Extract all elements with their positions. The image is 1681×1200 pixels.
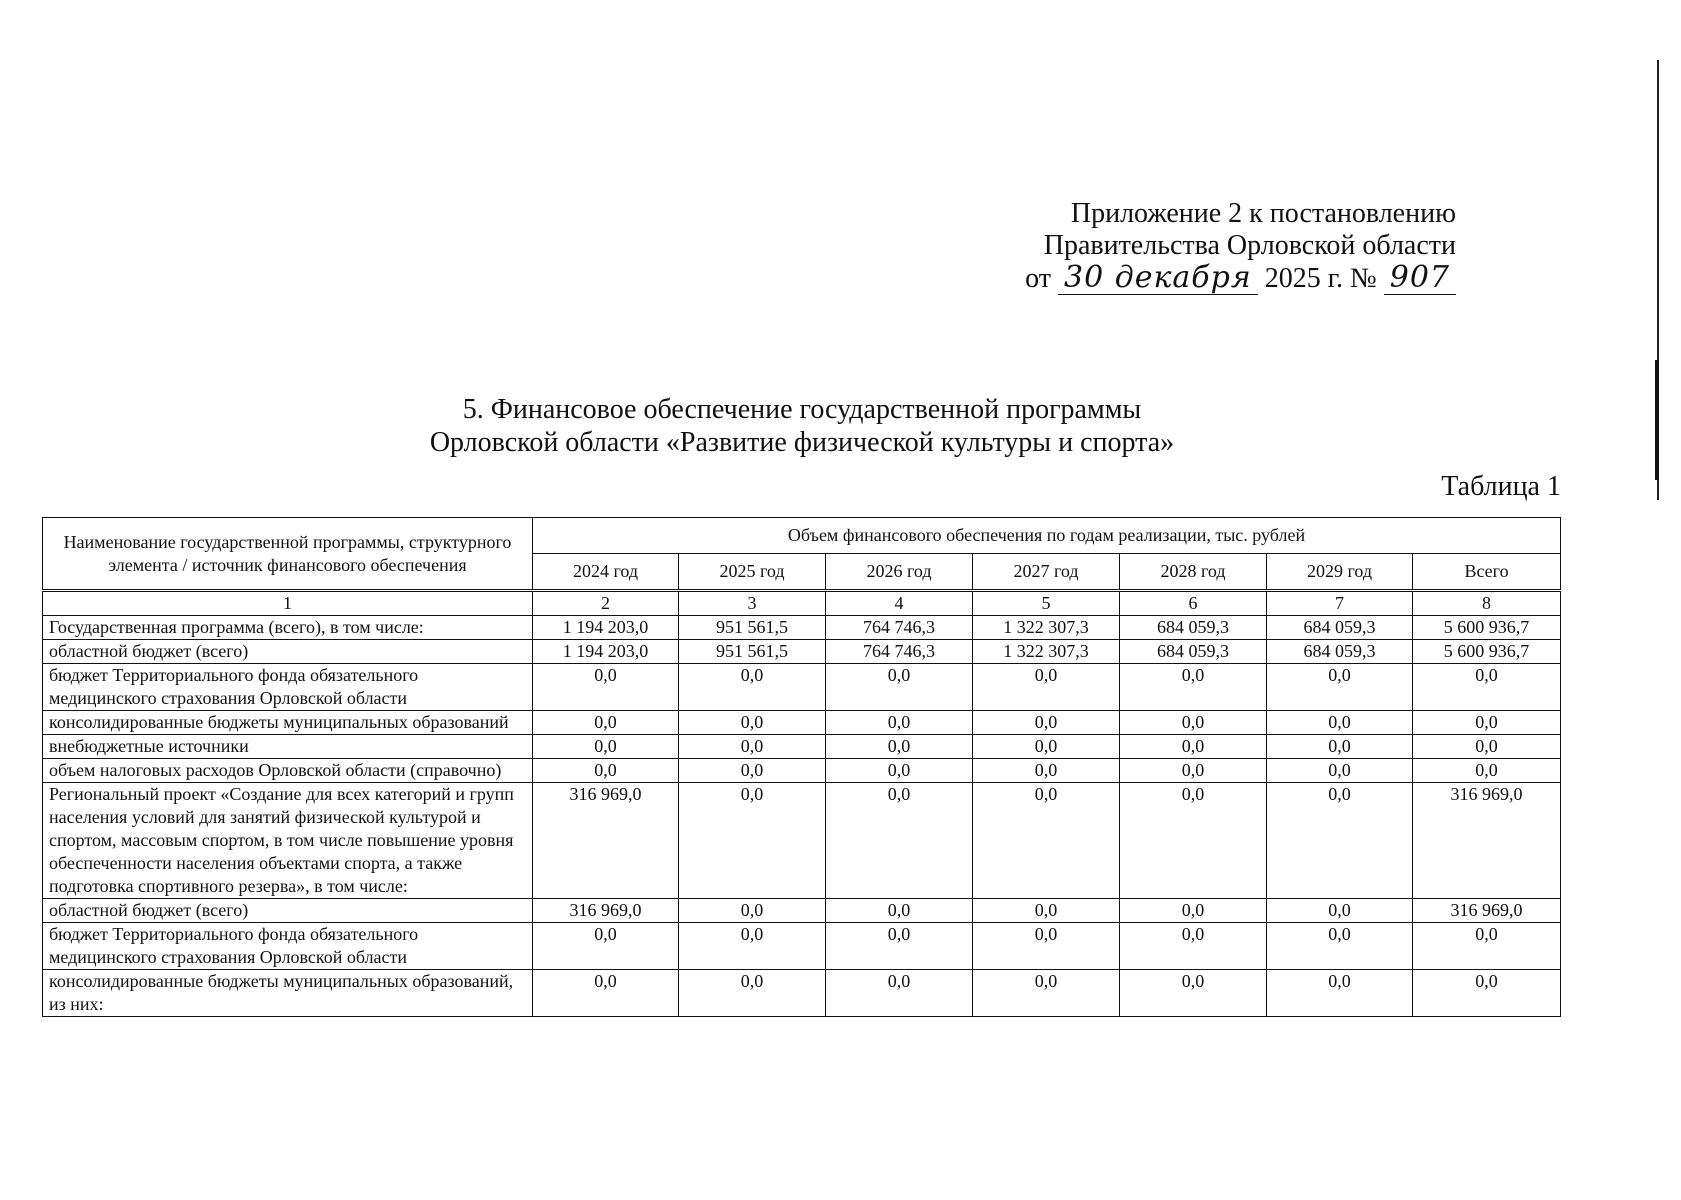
appendix-line-2: Правительства Орловской области <box>1043 230 1456 261</box>
row-name: объем налоговых расходов Орловской области (справочно) <box>43 759 533 783</box>
row-year-value: 0,0 <box>1120 923 1267 970</box>
column-number: 8 <box>1413 591 1561 616</box>
table-body <box>43 616 1561 1017</box>
row-year-value: 0,0 <box>679 711 826 735</box>
column-number: 4 <box>826 591 973 616</box>
row-total-value: 0,0 <box>1413 759 1561 783</box>
row-year-value: 0,0 <box>679 923 826 970</box>
row-total-value: 0,0 <box>1413 970 1561 1017</box>
row-name: Региональный проект «Создание для всех категорий и групп населения условий для занятий физической культурой и спортом, массовым спортом, в том числе повышение уровня обеспеченности населения объектами спорта, а также подготовка спортивного резерва», в том числе: <box>43 783 533 899</box>
column-number: 1 <box>43 591 533 616</box>
row-year-value: 1 194 203,0 <box>533 616 679 640</box>
row-year-value: 1 322 307,3 <box>973 640 1120 664</box>
column-number: 5 <box>973 591 1120 616</box>
row-total-value: 316 969,0 <box>1413 783 1561 899</box>
row-year-value: 316 969,0 <box>533 783 679 899</box>
appendix-line-1: Приложение 2 к постановлению <box>1070 198 1456 229</box>
row-year-value: 684 059,3 <box>1120 640 1267 664</box>
year-header: 2024 год <box>533 554 679 591</box>
document-title-line-2: Орловской области «Развитие физической культуры и спорта» <box>429 427 1175 458</box>
row-year-value: 0,0 <box>826 759 973 783</box>
row-year-value: 0,0 <box>1120 759 1267 783</box>
row-year-value: 0,0 <box>973 970 1120 1017</box>
row-year-value: 951 561,5 <box>679 616 826 640</box>
year-header: 2029 год <box>1267 554 1413 591</box>
row-year-value: 684 059,3 <box>1120 616 1267 640</box>
table-row <box>43 711 1561 735</box>
financing-table <box>42 517 1561 1017</box>
row-year-value: 0,0 <box>973 664 1120 711</box>
row-year-value: 0,0 <box>533 759 679 783</box>
row-year-value: 0,0 <box>973 783 1120 899</box>
row-year-value: 316 969,0 <box>533 899 679 923</box>
row-year-value: 0,0 <box>1120 783 1267 899</box>
row-name: бюджет Территориального фонда обязательного медицинского страхования Орловской области <box>43 923 533 970</box>
row-year-value: 0,0 <box>973 711 1120 735</box>
row-year-value: 0,0 <box>1267 664 1413 711</box>
row-total-value: 0,0 <box>1413 735 1561 759</box>
table-row <box>43 616 1561 640</box>
row-year-value: 0,0 <box>533 735 679 759</box>
row-year-value: 0,0 <box>973 899 1120 923</box>
row-year-value: 1 322 307,3 <box>973 616 1120 640</box>
name-column-header: Наименование государственной программы, структурного элемента / источник финансового обеспечения <box>43 518 533 591</box>
row-year-value: 0,0 <box>826 664 973 711</box>
row-year-value: 0,0 <box>679 899 826 923</box>
appendix-line-3 <box>1025 262 1456 295</box>
row-year-value: 0,0 <box>679 970 826 1017</box>
row-name: внебюджетные источники <box>43 735 533 759</box>
row-year-value: 0,0 <box>1267 711 1413 735</box>
row-year-value: 0,0 <box>533 711 679 735</box>
total-header: Всего <box>1413 554 1561 591</box>
row-year-value: 0,0 <box>679 735 826 759</box>
table-row <box>43 640 1561 664</box>
row-year-value: 684 059,3 <box>1267 616 1413 640</box>
appendix-note <box>1025 198 1456 295</box>
column-number: 6 <box>1120 591 1267 616</box>
row-total-value: 0,0 <box>1413 664 1561 711</box>
appendix-year-text: 2025 г. № <box>1264 263 1377 294</box>
row-year-value: 0,0 <box>533 923 679 970</box>
row-name: Государственная программа (всего), в том числе: <box>43 616 533 640</box>
table-label: Таблица 1 <box>1441 471 1561 502</box>
row-year-value: 0,0 <box>1267 735 1413 759</box>
row-total-value: 5 600 936,7 <box>1413 616 1561 640</box>
row-year-value: 1 194 203,0 <box>533 640 679 664</box>
table-row <box>43 899 1561 923</box>
row-year-value: 0,0 <box>1120 711 1267 735</box>
row-year-value: 0,0 <box>533 970 679 1017</box>
row-year-value: 0,0 <box>1267 899 1413 923</box>
row-year-value: 0,0 <box>973 735 1120 759</box>
row-total-value: 5 600 936,7 <box>1413 640 1561 664</box>
row-year-value: 0,0 <box>1120 970 1267 1017</box>
row-year-value: 0,0 <box>1267 783 1413 899</box>
column-number: 2 <box>533 591 679 616</box>
table-row <box>43 970 1561 1017</box>
row-year-value: 764 746,3 <box>826 640 973 664</box>
row-year-value: 0,0 <box>1267 923 1413 970</box>
appendix-from-prefix: от <box>1025 263 1052 294</box>
row-year-value: 0,0 <box>826 783 973 899</box>
row-name: областной бюджет (всего) <box>43 899 533 923</box>
row-year-value: 0,0 <box>973 923 1120 970</box>
year-header: 2025 год <box>679 554 826 591</box>
table-row <box>43 735 1561 759</box>
row-year-value: 0,0 <box>826 899 973 923</box>
row-year-value: 0,0 <box>1120 899 1267 923</box>
document-title-line-1: 5. Финансовое обеспечение государственной программы <box>462 394 1142 425</box>
table-row <box>43 759 1561 783</box>
row-year-value: 0,0 <box>679 664 826 711</box>
row-year-value: 684 059,3 <box>1267 640 1413 664</box>
row-year-value: 0,0 <box>973 759 1120 783</box>
document-title <box>0 393 1604 459</box>
column-number: 3 <box>679 591 826 616</box>
year-header: 2026 год <box>826 554 973 591</box>
row-name: консолидированные бюджеты муниципальных образований, из них: <box>43 970 533 1017</box>
table-row <box>43 783 1561 899</box>
row-year-value: 0,0 <box>826 711 973 735</box>
scan-edge-thick-mark <box>1655 360 1659 480</box>
row-year-value: 0,0 <box>533 664 679 711</box>
row-year-value: 951 561,5 <box>679 640 826 664</box>
table-row <box>43 923 1561 970</box>
year-header: 2027 год <box>973 554 1120 591</box>
row-total-value: 0,0 <box>1413 711 1561 735</box>
row-year-value: 0,0 <box>826 970 973 1017</box>
row-year-value: 0,0 <box>826 735 973 759</box>
row-total-value: 0,0 <box>1413 923 1561 970</box>
row-year-value: 0,0 <box>1120 735 1267 759</box>
column-number: 7 <box>1267 591 1413 616</box>
row-name: бюджет Территориального фонда обязательного медицинского страхования Орловской области <box>43 664 533 711</box>
row-name: областной бюджет (всего) <box>43 640 533 664</box>
row-year-value: 0,0 <box>679 783 826 899</box>
row-year-value: 0,0 <box>826 923 973 970</box>
row-name: консолидированные бюджеты муниципальных образований <box>43 711 533 735</box>
table-row <box>43 664 1561 711</box>
handwritten-number: 907 <box>1384 262 1456 295</box>
row-year-value: 764 746,3 <box>826 616 973 640</box>
year-header: 2028 год <box>1120 554 1267 591</box>
row-year-value: 0,0 <box>1267 759 1413 783</box>
scan-edge-marks <box>1657 60 1663 500</box>
row-total-value: 316 969,0 <box>1413 899 1561 923</box>
handwritten-date: 30 декабря <box>1058 262 1258 295</box>
row-year-value: 0,0 <box>1267 970 1413 1017</box>
row-year-value: 0,0 <box>679 759 826 783</box>
volume-header: Объем финансового обеспечения по годам реализации, тыс. рублей <box>533 518 1561 554</box>
row-year-value: 0,0 <box>1120 664 1267 711</box>
